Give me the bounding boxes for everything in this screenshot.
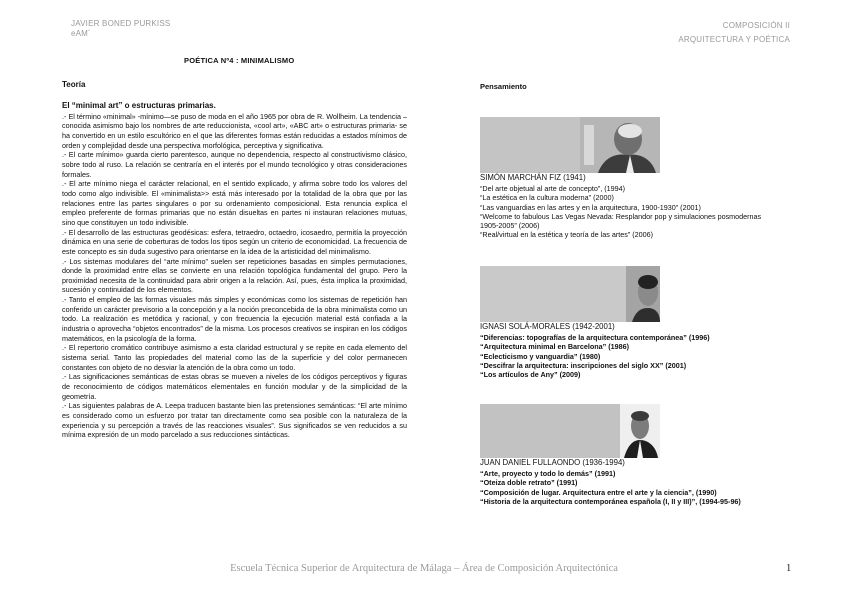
theory-subheading: El “minimal art” o estructuras primarias.	[62, 101, 216, 110]
work-title: “Composición de lugar. Arquitectura entre el arte y la ciencia”, (1990)	[480, 487, 717, 497]
author-block-sola-morales	[480, 322, 780, 379]
theory-paragraph: .- El repertorio cromático contribuye asimismo a esta claridad estructural y se repite en cada elemento del sistema serial. Tanto las propiedades del material como las de la superficie y del color permanecen constantes con objeto de no desviar la atención de la obra como un todo.	[62, 343, 407, 372]
work-title: “Arquitectura minimal en Barcelona” (1986)	[480, 342, 629, 352]
work-title: “Oteiza doble retrato” (1991)	[480, 478, 578, 488]
theory-paragraph: .- Tanto el empleo de las formas visuales más simples y económicas como los sistemas de repetición han conferido un carácter previsorio a la concepción y a la noción preconcebida de la obra minimalista como un todo. La realización es metódica y racional, y con frecuencia la ejecución material está confiada a la industria o aprovecha “objetos encontrados” de la misma. Los procesos creativos se inspiran en los códigos matemáticos, en la psicología de la forma.	[62, 295, 407, 343]
header-right	[678, 19, 790, 47]
thought-heading: Pensamiento	[480, 82, 527, 91]
work-title: “Diferencias: topografías de la arquitectura contemporánea” (1996)	[480, 333, 710, 343]
theory-heading: Teoría	[62, 80, 86, 89]
work-title: “Eclecticismo y vanguardia” (1980)	[480, 351, 601, 361]
org-name: eAM´	[71, 29, 91, 38]
theory-paragraph: .- Los sistemas modulares del “arte mínimo” suelen ser repeticiones basadas en simples permutaciones, donde la proximidad entre ellas se convierte en una relación topológica fundamental del grupo. Pero la proximidad necesita de la continuidad para abrir origen a la relación. Así, pues, ésta implica la proximidad, sucesión y continuidad de los elementos.	[62, 256, 407, 295]
work-title: “Historia de la arquitectura contemporánea española (I, II y III)”, (1994-95-96)	[480, 496, 741, 506]
author-name: JAVIER BONED PURKISS	[71, 19, 171, 28]
theory-paragraph: .- El arte mínimo niega el carácter relacional, en el sentido explicado, y afirma sobre todo los valores del todo como algo indivisible. El «minimalista>> está más interesado por la totalidad de la obra que por las relaciones entre las partes singulares o por su ordenamiento composicional. Esta renuncia explica el empleo preferente de formas primarias que no están disueltas en partes ni instauran relaciones mutuas, sino que constituyen un todo indivisible.	[62, 179, 407, 227]
theory-paragraph: .- El término «minimal» -mínimo—se puso de moda en el año 1965 por obra de R. Wollheim. La tendencia –conocida asimismo bajo los nombres de arte reduccionista, «cool art», «ABC art» o estructuras primaria- se ha convertido en un estilo escultórico en el que las diferentes formas están reducidas a estados mínimos de orden y complejidad desde una perspectiva morfológica, perceptiva y significativa.	[62, 111, 407, 150]
portrait-photo	[480, 117, 660, 173]
work-title: “La estética en la cultura moderna” (2000)	[480, 193, 614, 203]
author-block-marchan	[480, 173, 780, 239]
portrait-photo	[480, 404, 660, 458]
work-title: “Las vanguardias en las artes y en la arquitectura, 1900-1930” (2001)	[480, 202, 701, 212]
theory-paragraph: .- El carte mínimo» guarda cierto parentesco, aunque no dependencia, respecto al constructivismo clásico, sobre todo al ruso. La relación se centraría en el interés por el mundo tecnológico y otras consideraciones formales.	[62, 150, 407, 179]
author-name: JUAN DANIEL FULLAONDO (1936-1994)	[480, 458, 625, 467]
author-name: IGNASI SOLÁ-MORALES (1942-2001)	[480, 322, 615, 331]
portrait-photo	[480, 266, 660, 322]
author-photo-marchan	[480, 117, 660, 173]
theory-paragraph: .- Las significaciones semánticas de estas obras se mueven a niveles de los códigos perceptivos y figuras de reconocimiento de códigos matemáticos elementales en función modular y de la simplicidad de la geometría.	[62, 372, 407, 401]
theory-paragraph: .- Las siguientes palabras de A. Leepa traducen bastante bien las pretensiones semánticas: “El arte mínimo es considerado como un esfuerzo por tratar tan directamente como sea posible con la naturaleza de la experiencia y su percepción a través de las reacciones visuales”. Sus significados se ven reducidos a su mínima expresión de un modo parcelado a sus reducciones sintácticas.	[62, 401, 407, 440]
footer-text: Escuela Técnica Superior de Arquitectura de Málaga – Área de Composición Arquitectónica	[230, 563, 618, 574]
work-title: “Descifrar la arquitectura: inscripciones del siglo XX” (2001)	[480, 360, 687, 370]
page-title: POÉTICA Nº4 : MINIMALISMO	[184, 56, 295, 65]
work-title: “Del arte objetual al arte de concepto”, (1994)	[480, 184, 626, 194]
author-block-fullaondo	[480, 458, 780, 506]
theory-paragraph: .- El desarrollo de las estructuras geodésicas: esfera, tetraedro, octaedro, icosaedro, permitía la proyección dinámica en una serie de coberturas de todos los tipos según un criterio de economicidad. La frecuencia de este concepto es sin duda sugestivo para orientarse en la idea de la artisticidad del minimalismo.	[62, 227, 407, 256]
work-title: “Arte, proyecto y todo lo demás” (1991)	[480, 469, 616, 479]
header-left	[71, 19, 170, 39]
author-name: SIMÓN MARCHÁN FIZ (1941)	[480, 173, 586, 182]
course-name: COMPOSICIÓN II	[722, 21, 790, 30]
author-photo-sola-morales	[480, 266, 660, 322]
page-number: 1	[786, 563, 792, 574]
work-title: “Los artículos de Any” (2009)	[480, 370, 581, 380]
work-title: “Real/virtual en la estética y teoría de las artes” (2006)	[480, 230, 653, 240]
theory-column	[62, 101, 407, 440]
work-title: “Welcome to fabulous Las Vegas Nevada: Resplandor pop y simulaciones posmodernas 1905-2005” (2006)	[480, 211, 762, 231]
author-photo-fullaondo	[480, 404, 660, 458]
subject-name: ARQUITECTURA Y POÉTICA	[678, 35, 790, 44]
